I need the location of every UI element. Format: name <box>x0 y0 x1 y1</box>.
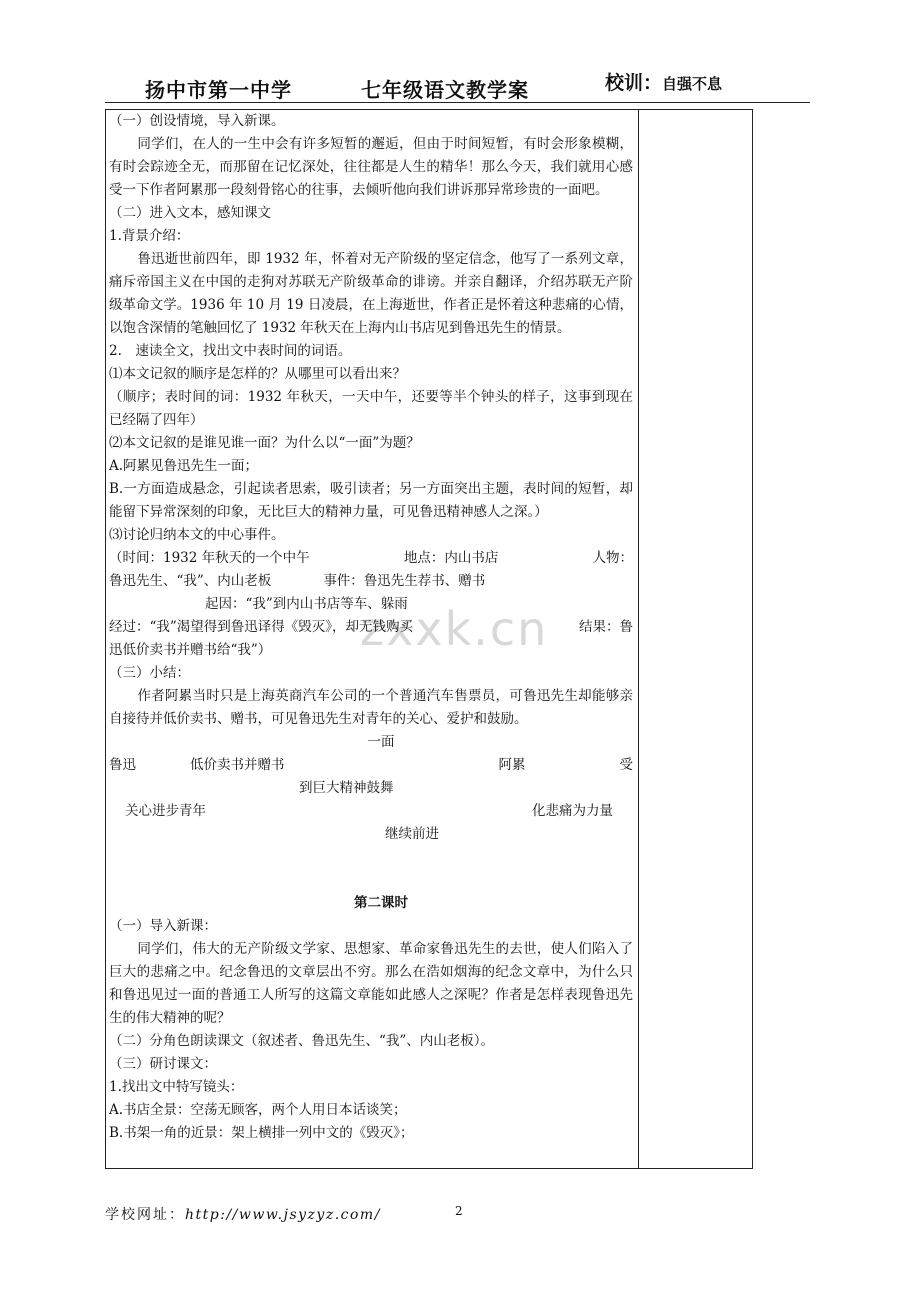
event-process: 经过：“我”渴望得到鲁迅译得《毁灭》，却无钱购买 <box>109 619 414 635</box>
section-heading: （二）分角色朗读课文（叙述者、鲁迅先生、“我”、内山老板）。 <box>109 1033 495 1049</box>
event-place: 地点：内山书店 <box>403 550 499 566</box>
section-heading: （一）导入新课： <box>109 918 217 934</box>
diagram-left: 鲁迅 <box>109 757 136 773</box>
item-heading: 1.找出文中特写镜头： <box>109 1079 244 1095</box>
question: ⑵本文记叙的是谁见谁一面？为什么以“一面”为题？ <box>109 435 420 451</box>
school-motto <box>605 68 722 95</box>
lesson2-title: 第二课时 <box>354 895 408 911</box>
diagram-receive: 受 <box>619 757 633 773</box>
page-header <box>105 60 810 103</box>
item-heading: 2. 速读全文，找出文中表时间的词语。 <box>109 343 352 359</box>
diagram-row <box>109 800 633 823</box>
relationship-diagram <box>109 731 633 846</box>
document-title: 七年级语文教学案 <box>361 78 529 102</box>
event-line <box>109 547 633 570</box>
event-line <box>109 570 633 593</box>
event-line <box>109 616 633 639</box>
list-item: A.书店全景：空荡无顾客，两个人用日本话谈笑； <box>109 1102 407 1118</box>
paragraph: 作者阿累当时只是上海英商汽车公司的一个普通汽车售票员，可鲁迅先生却能够亲自接待并低价卖书、赠书，可见鲁迅先生对青年的关心、爱护和鼓励。 <box>109 688 633 727</box>
diagram-right-2: 化悲痛为力量 <box>532 803 613 819</box>
answer: A.阿累见鲁迅先生一面； <box>109 458 259 474</box>
event-description: 事件：鲁迅先生荐书、赠书 <box>323 573 486 589</box>
section-heading: （三）研讨课文： <box>109 1056 217 1072</box>
lesson-content <box>109 110 633 1168</box>
event-cause: 起因：“我”到内山书店等车、躲雨 <box>205 596 408 612</box>
page-footer <box>105 1204 463 1224</box>
answer: （顺序；表时间的词：1932 年秋天，一天中午，还要等半个钟头的样子，这事到现在已经隔了四年） <box>109 389 633 428</box>
paragraph: 同学们，在人的一生中会有许多短暂的邂逅，但由于时间短暂，有时会形象模糊，有时会踪迹全无，而那留在记忆深处，往往都是人生的精华！那么今天，我们就用心感受一下作者阿累那一段刻骨铭心的往事，去倾听他向我们讲诉那异常珍贵的一面吧。 <box>109 136 633 198</box>
diagram-right: 阿累 <box>498 757 526 773</box>
diagram-left-2: 关心进步青年 <box>125 803 206 819</box>
question: ⑴本文记叙的顺序是怎样的？从哪里可以看出来？ <box>109 366 406 382</box>
event-result-label: 结果：鲁 <box>579 619 633 635</box>
motto-label: 校训： <box>605 72 663 94</box>
website-label: 学校网址： <box>105 1207 185 1223</box>
page-number: 2 <box>455 1204 463 1218</box>
paragraph: 鲁迅逝世前四年，即 1932 年，怀着对无产阶级的坚定信念，他写了一系列文章，痛斥帝国主义在中国的走狗对苏联无产阶级革命的诽谤。并亲自翻译，介绍苏联无产阶级革命文学。1936 年 10 月 19 日凌晨，在上海逝世，作者正是怀着这种悲痛的心情，以饱含深情的笔触回忆了 1932 年秋天在上海内山书店见到鲁迅先生的情景。 <box>109 251 633 336</box>
list-item: B.书架一角的近景：架上横排一列中文的《毁灭》； <box>109 1125 414 1141</box>
website-url: http://www.jsyzyz.com/ <box>185 1207 381 1223</box>
answer: B.一方面造成悬念，引起读者思索，吸引读者；另一方面突出主题，表时间的短暂，却能留下异常深刻的印象，无比巨大的精神力量，可见鲁迅精神感人之深。） <box>109 481 633 520</box>
question: ⑶讨论归纳本文的中心事件。 <box>109 527 285 543</box>
item-heading: 1.背景介绍： <box>109 228 190 244</box>
diagram-bottom: 继续前进 <box>385 826 439 842</box>
event-people-label: 人物： <box>592 550 633 566</box>
section-heading: （二）进入文本，感知课文 <box>109 205 271 221</box>
event-result: 迅低价卖书并赠书给“我”） <box>109 642 272 658</box>
diagram-receive-rest: 到巨大精神鼓舞 <box>299 780 394 796</box>
diagram-row <box>109 754 633 777</box>
school-name: 扬中市第一中学 <box>145 78 292 102</box>
diagram-top: 一面 <box>367 734 395 750</box>
event-people: 鲁迅先生、“我”、内山老板 <box>109 573 272 589</box>
notes-column-divider <box>638 109 639 1169</box>
watermark: zxxk.cn <box>360 602 549 656</box>
diagram-middle: 低价卖书并赠书 <box>190 757 285 773</box>
motto-text: 自强不息 <box>662 75 723 93</box>
event-time: （时间：1932 年秋天的一个中午 <box>109 550 310 566</box>
section-heading: （一）创设情境，导入新课。 <box>109 113 285 129</box>
section-heading: （三）小结： <box>109 665 190 681</box>
paragraph: 同学们，伟大的无产阶级文学家、思想家、革命家鲁迅先生的去世，使人们陷入了巨大的悲痛之中。纪念鲁迅的文章层出不穷。那么在浩如烟海的纪念文章中，为什么只和鲁迅见过一面的普通工人所写的这篇文章能如此感人之深呢？作者是怎样表现鲁迅先生的伟大精神的呢？ <box>109 941 633 1026</box>
